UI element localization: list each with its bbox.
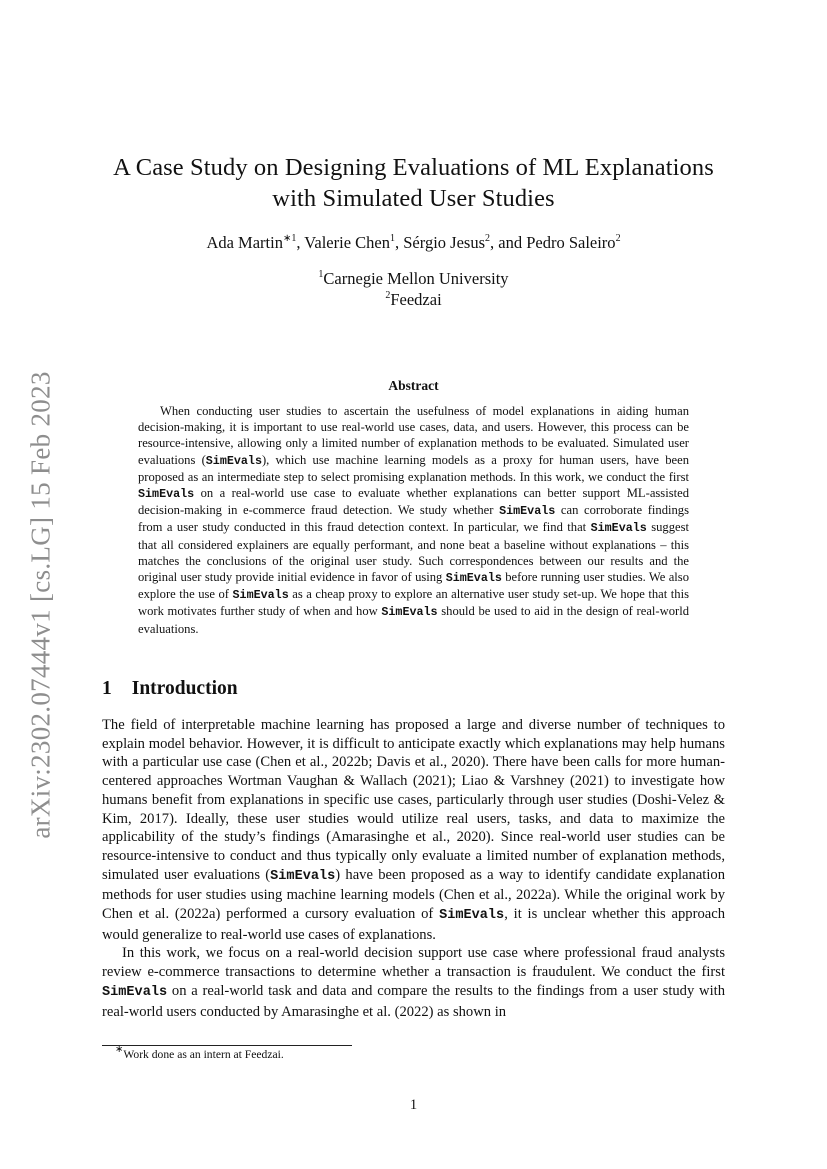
abstract-text bbox=[138, 403, 689, 637]
affiliation bbox=[90, 289, 737, 310]
code-term: SimEvals bbox=[138, 487, 195, 502]
author-affiliation-mark: 1 bbox=[390, 232, 395, 244]
title-line-2: with Simulated User Studies bbox=[272, 185, 555, 212]
paragraph bbox=[102, 944, 725, 1021]
section-heading bbox=[102, 678, 238, 700]
arxiv-stamp bbox=[25, 362, 56, 847]
abstract-segment: ), which use machine learning models as a proxy for human users, have been proposed as an intermediate step to select promising explanation methods. In this work, we conduct the first bbox=[138, 452, 690, 484]
footnote-mark: ∗ bbox=[115, 1044, 124, 1056]
affiliation bbox=[90, 268, 737, 289]
abstract-segment: suggest that all considered explainers are equally performant, and none beat a baseline without explanations – this matches the conclusions of the original user study. Such correspondences between our results and the original user study provide initial evidence in favor of using bbox=[138, 520, 689, 585]
abstract-segment: as a cheap proxy to explore an alternative user study set-up. We hope that this work motivates further study of when and how bbox=[138, 587, 689, 619]
author-name: , and Pedro Saleiro bbox=[490, 233, 616, 252]
footnote bbox=[115, 1044, 284, 1061]
author-affiliation-mark: ∗1 bbox=[282, 232, 297, 244]
author-name: , Sérgio Jesus bbox=[395, 233, 485, 252]
paper-title bbox=[90, 152, 737, 214]
author-name: , Valerie Chen bbox=[296, 233, 390, 252]
abstract-segment: before running user studies. We also explore the use of bbox=[138, 570, 689, 602]
code-term: SimEvals bbox=[232, 588, 289, 603]
page-number: 1 bbox=[409, 1097, 418, 1113]
code-term: SimEvals bbox=[270, 868, 336, 884]
section-number: 1 bbox=[102, 678, 112, 699]
affiliation-mark: 2 bbox=[385, 289, 391, 301]
affiliation-name: Carnegie Mellon University bbox=[323, 269, 509, 288]
abstract-segment: on a real-world use case to evaluate whether explanations can better support ML-assisted decision-making in e-commerce fraud detection. We study whether bbox=[138, 486, 689, 518]
code-term: SimEvals bbox=[499, 504, 556, 519]
paragraph-segment: In this work, we focus on a real-world decision support use case where professional fraud analysts review e-commerce transactions to determine whether a transaction is fraudulent. We conduct the first bbox=[102, 945, 725, 981]
paragraph-segment: The field of interpretable machine learning has proposed a large and diverse number of techniques to explain model behavior. However, it is difficult to anticipate exactly which explanations may help humans with a particular use case (Chen et al., 2022b; Davis et al., 2020). There have been calls for more human-centered approaches Wortman Vaughan & Wallach (2021); Liao & Varshney (2021) to investigate how humans benefit from explanations in specific use cases, particularly through user studies (Doshi-Velez & Kim, 2017). Ideally, these user studies would utilize real users, tasks, and data to maximize the applicability of the study’s findings (Amarasinghe et al., 2020). Since real-world user studies can be resource-intensive to conduct and thus typically only evaluate a limited number of explanation methods, simulated user evaluations ( bbox=[102, 717, 725, 883]
code-term: SimEvals bbox=[439, 908, 505, 924]
code-term: SimEvals bbox=[205, 453, 262, 468]
author-affiliation-mark: 2 bbox=[615, 232, 621, 244]
affiliation-mark: 1 bbox=[318, 268, 324, 280]
abstract-segment: When conducting user studies to ascertain the usefulness of model explanations in aiding human decision-making, it is important to use real-world use cases, data, and users. However, this process can be resource-intensive, allowing only a limited number of explanation methods to be evaluated. Simulated user evaluations ( bbox=[138, 404, 689, 467]
arxiv-identifier: arXiv:2302.07444v1 [cs.LG] 15 Feb 2023 bbox=[25, 370, 56, 839]
section-title: Introduction bbox=[131, 678, 238, 699]
code-term: SimEvals bbox=[445, 571, 502, 586]
footnote-divider bbox=[102, 1045, 352, 1046]
paragraph bbox=[102, 716, 725, 944]
affiliation-name: Feedzai bbox=[390, 290, 442, 309]
affiliation-list bbox=[90, 268, 737, 310]
paragraph-segment: ) have been proposed as a way to identify candidate explanation methods for user studies using machine learning models (Chen et al., 2022a). While the original work by Chen et al. (2022a) performed a cursory evaluation of bbox=[102, 866, 725, 923]
author-list bbox=[90, 233, 737, 253]
author-name: Ada Martin bbox=[206, 233, 283, 252]
code-term: SimEvals bbox=[590, 521, 647, 536]
body-text bbox=[102, 716, 725, 1021]
code-term: SimEvals bbox=[102, 984, 168, 1000]
author-affiliation-mark: 2 bbox=[485, 232, 490, 244]
paragraph-segment: , it is unclear whether this approach would generalize to real-world use cases of explanations. bbox=[102, 906, 726, 943]
title-line-1: A Case Study on Designing Evaluations of ML Explanations bbox=[113, 154, 714, 181]
footnote-text: Work done as an intern at Feedzai. bbox=[123, 1048, 284, 1061]
abstract-heading: Abstract bbox=[388, 378, 439, 393]
paragraph-segment: on a real-world task and data and compare the results to the findings from a user study with real-world users conducted by Amarasinghe et al. (2022) as shown in bbox=[102, 982, 725, 1020]
abstract-segment: can corroborate findings from a user study conducted in this fraud detection context. In particular, we find that bbox=[138, 503, 689, 535]
abstract-segment: should be used to aid in the design of real-world evaluations. bbox=[138, 604, 689, 636]
code-term: SimEvals bbox=[381, 605, 438, 620]
